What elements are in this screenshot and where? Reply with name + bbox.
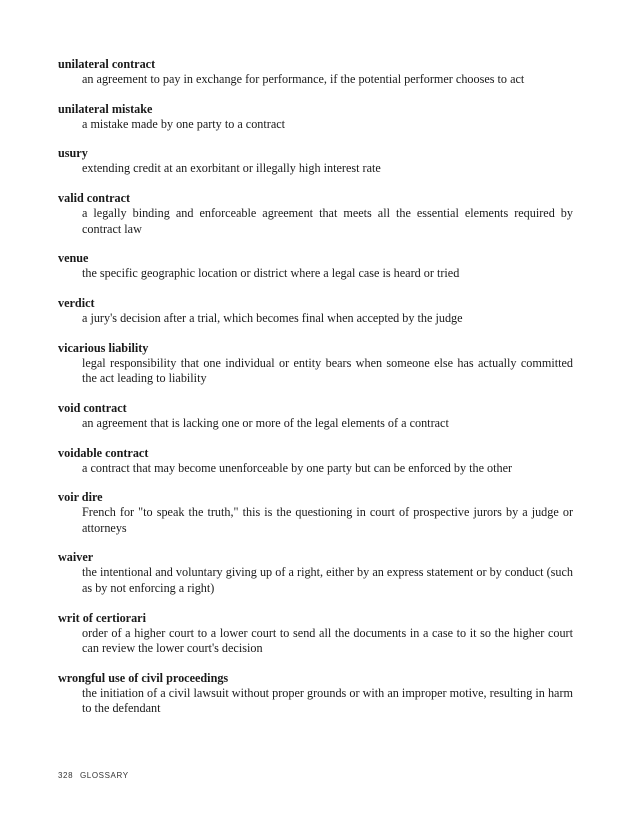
- glossary-entry: [58, 102, 573, 133]
- glossary-entry: [58, 57, 573, 88]
- glossary-definition: French for "to speak the truth," this is the questioning in court of prospective jurors by a judge or attorneys: [82, 505, 573, 535]
- glossary-term: verdict: [58, 295, 95, 310]
- glossary-term: venue: [58, 251, 89, 266]
- glossary-definition: a jury's decision after a trial, which becomes final when accepted by the judge: [82, 310, 463, 325]
- glossary-definition: the initiation of a civil lawsuit without proper grounds or with an improper motive, resulting in harm to the defendant: [82, 685, 573, 716]
- glossary-list: [58, 57, 573, 731]
- glossary-definition: the specific geographic location or district where a legal case is heard or tried: [82, 266, 460, 281]
- glossary-term: void contract: [58, 400, 127, 415]
- glossary-entry: [58, 296, 573, 327]
- page-footer: [58, 771, 129, 780]
- glossary-definition: order of a higher court to a lower court to send all the documents in a case to it so the higher court can review the lower court's decision: [82, 625, 573, 656]
- glossary-entry: [58, 341, 573, 387]
- glossary-term: vicarious liability: [58, 340, 149, 355]
- glossary-term: voidable contract: [58, 445, 149, 460]
- glossary-definition: an agreement to pay in exchange for performance, if the potential performer chooses to act: [82, 72, 525, 86]
- glossary-entry: [58, 490, 573, 536]
- glossary-entry: [58, 671, 573, 717]
- glossary-definition: an agreement that is lacking one or more of the legal elements of a contract: [82, 415, 449, 430]
- glossary-term: voir dire: [58, 490, 103, 505]
- glossary-entry: [58, 191, 573, 237]
- glossary-entry: [58, 446, 573, 477]
- glossary-definition: extending credit at an exorbitant or illegally high interest rate: [82, 161, 381, 176]
- glossary-definition: a contract that may become unenforceable by one party but can be enforced by the other: [82, 460, 513, 475]
- glossary-entry: [58, 251, 573, 282]
- glossary-term: waiver: [58, 550, 94, 565]
- glossary-term: unilateral contract: [58, 57, 156, 71]
- glossary-term: valid contract: [58, 191, 131, 206]
- section-label: GLOSSARY: [79, 771, 129, 780]
- glossary-definition: legal responsibility that one individual or entity bears when someone else has actually committed the act leading to liability: [82, 355, 573, 386]
- glossary-definition: a legally binding and enforceable agreement that meets all the essential elements required by contract law: [82, 206, 573, 236]
- glossary-entry: [58, 611, 573, 657]
- glossary-entry: [58, 146, 573, 177]
- glossary-term: writ of certiorari: [58, 610, 146, 625]
- glossary-definition: the intentional and voluntary giving up of a right, either by an express statement or by conduct (such as by not enforcing a right): [82, 565, 573, 595]
- glossary-term: usury: [58, 146, 88, 161]
- glossary-entry: [58, 550, 573, 596]
- page-number: 328: [58, 771, 74, 780]
- glossary-term: wrongful use of civil proceedings: [58, 670, 229, 685]
- glossary-term: unilateral mistake: [58, 101, 153, 116]
- glossary-entry: [58, 401, 573, 432]
- glossary-definition: a mistake made by one party to a contract: [82, 116, 286, 131]
